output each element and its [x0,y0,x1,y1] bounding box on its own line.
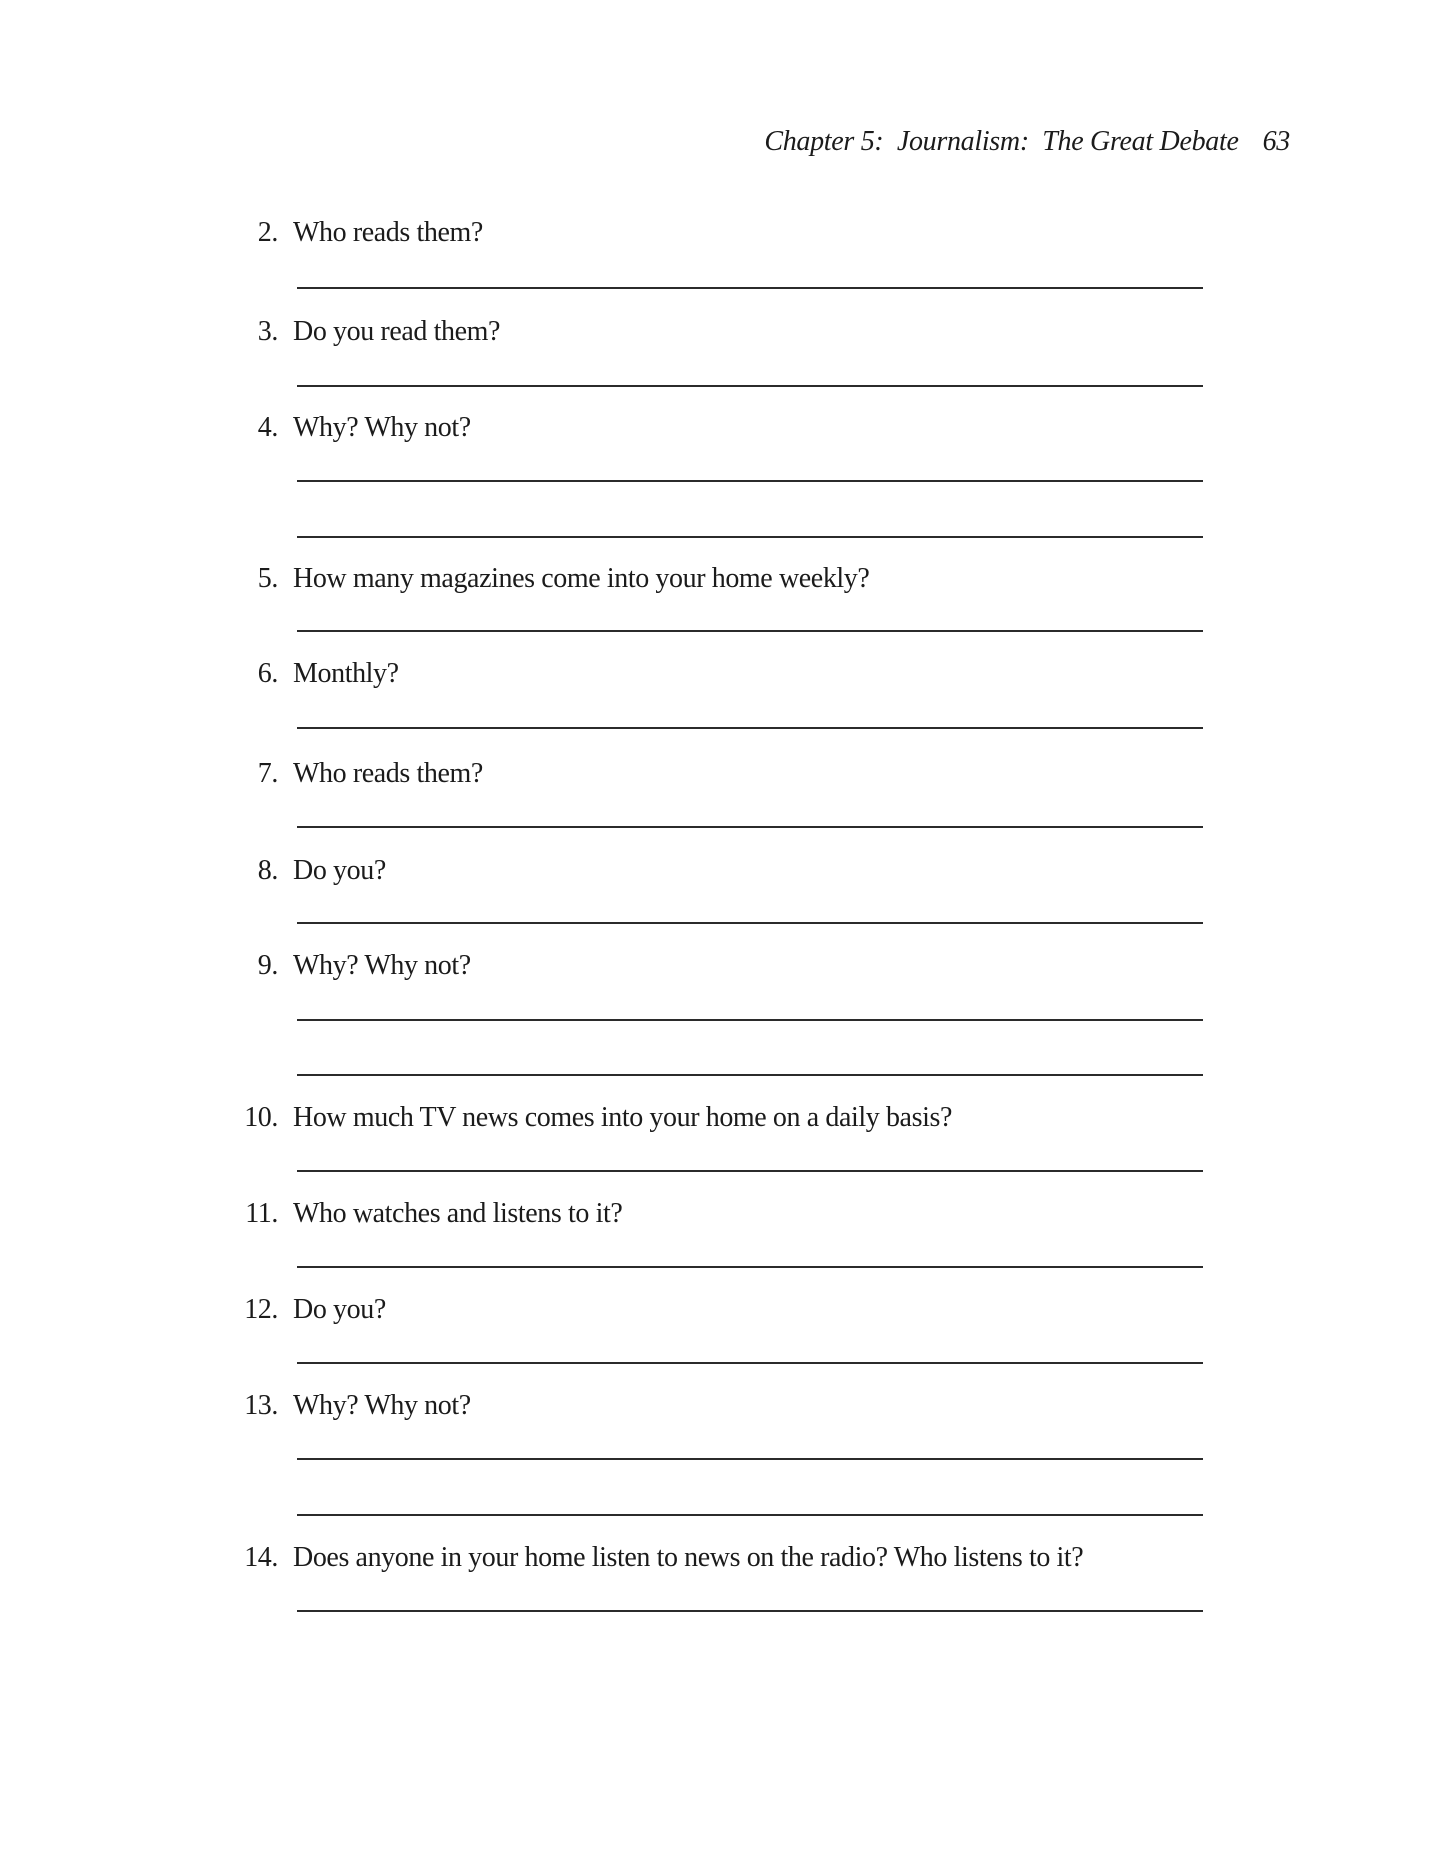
question-text: Who reads them? [293,758,483,789]
question-row-14 [180,1540,1400,1576]
question-text: Do you? [293,855,386,886]
question-text: Monthly? [293,658,399,689]
question-text: Why? Why not? [293,412,471,443]
question-number: 10. [244,1102,278,1133]
question-row-12 [180,1292,1400,1328]
question-text: Who reads them? [293,217,483,248]
question-row-3 [180,314,1400,350]
question-row-13 [180,1388,1400,1424]
answer-line [297,1170,1203,1172]
question-number: 8. [257,855,278,886]
question-row-9 [180,948,1400,984]
answer-line [297,1610,1203,1612]
question-number: 3. [257,316,278,347]
question-row-2 [180,215,1400,251]
question-row-10 [180,1100,1400,1136]
answer-line [297,1458,1203,1460]
question-number: 14. [244,1542,278,1573]
question-number: 13. [244,1390,278,1421]
question-row-6 [180,656,1400,692]
answer-line [297,922,1203,924]
answer-line [297,1266,1203,1268]
question-number: 9. [257,950,278,981]
question-text: Why? Why not? [293,950,471,981]
question-number: 11. [245,1198,278,1229]
question-row-8 [180,853,1400,889]
page-header [764,125,1290,159]
answer-line [297,1514,1203,1516]
question-text: Who watches and listens to it? [293,1198,623,1229]
question-text: Does anyone in your home listen to news on the radio? Who listens to it? [293,1542,1084,1573]
answer-line [297,1019,1203,1021]
answer-line [297,480,1203,482]
question-row-7 [180,756,1400,792]
page-number: 63 [1262,126,1290,157]
running-head: Chapter 5: Journalism: The Great Debate [764,126,1239,157]
question-number: 7. [257,758,278,789]
answer-line [297,727,1203,729]
question-number: 4. [257,412,278,443]
question-number: 6. [257,658,278,689]
question-row-5 [180,561,1400,597]
question-text: How much TV news comes into your home on a daily basis? [293,1102,952,1133]
question-text: Do you read them? [293,316,501,347]
question-text: How many magazines come into your home weekly? [293,563,870,594]
question-number: 5. [257,563,278,594]
answer-line [297,385,1203,387]
answer-line [297,630,1203,632]
answer-line [297,536,1203,538]
question-row-4 [180,410,1400,446]
question-text: Why? Why not? [293,1390,471,1421]
answer-line [297,1362,1203,1364]
question-number: 2. [257,217,278,248]
answer-line [297,287,1203,289]
answer-line [297,1074,1203,1076]
answer-line [297,826,1203,828]
question-row-11 [180,1196,1400,1232]
question-number: 12. [244,1294,278,1325]
question-text: Do you? [293,1294,386,1325]
